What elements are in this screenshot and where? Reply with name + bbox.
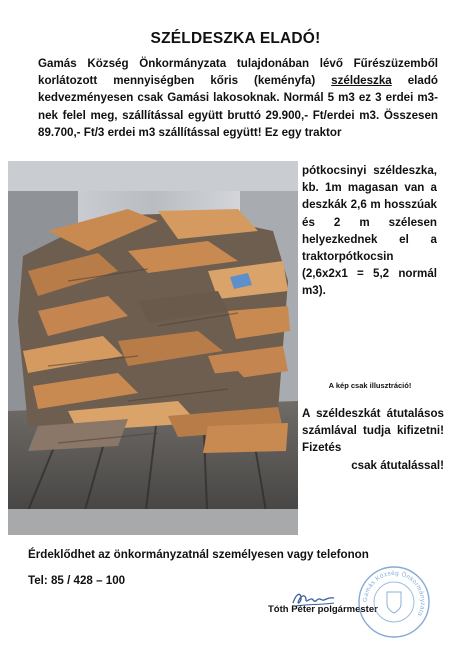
wood-photo (8, 161, 298, 535)
phone-number: Tel: 85 / 428 – 100 (28, 574, 126, 587)
intro-last-line: Összesen 89.700,- Ft/3 erdei m3 szállítással együtt! Ez egy traktor (38, 108, 438, 139)
intro-underlined-word: széldeszka (331, 74, 392, 88)
payment-paragraph (302, 405, 444, 474)
official-stamp-icon (356, 564, 432, 645)
payment-text: A széldeszkát átutalásos számlával tudja kifizetni! Fizetés (302, 407, 444, 455)
contact-line: Érdeklődhet az önkormányzatnál személyesen vagy telefonon (28, 548, 369, 561)
page-title: SZÉLDESZKA ELADÓ! (150, 30, 321, 47)
intro-text-2: eladó kedvezményesen csak Gamási lakosoknak. Normál 5 m3 ez 3 erdei m3-nek felel meg, szállítással együtt bruttó 29.900,- Ft/erdei m3. (38, 74, 438, 122)
intro-paragraph (38, 55, 438, 141)
stamp-text: Gamás Község Önkormányzata (361, 569, 427, 618)
svg-text:Gamás Község Önkormányzata (362, 570, 426, 618)
intro-text-1: Gamás Község Önkormányzata tulajdonában lévő Fűrészüzemből korlátozott mennyiségben kőris (keményfa) (38, 57, 438, 88)
payment-text-end: csak átutalással! (351, 458, 444, 472)
signer-name: Tóth Péter polgármester (268, 604, 378, 615)
photo-caption: A kép csak illusztráció! (328, 381, 412, 390)
description-paragraph: pótkocsinyi széldeszka, kb. 1m magasan van a deszkák 2,6 m hosszúak és 2 m szélesen helyezkednek el a traktorpótkocsin (2,6x2x1 = 5,2 normál m3). (302, 164, 437, 298)
